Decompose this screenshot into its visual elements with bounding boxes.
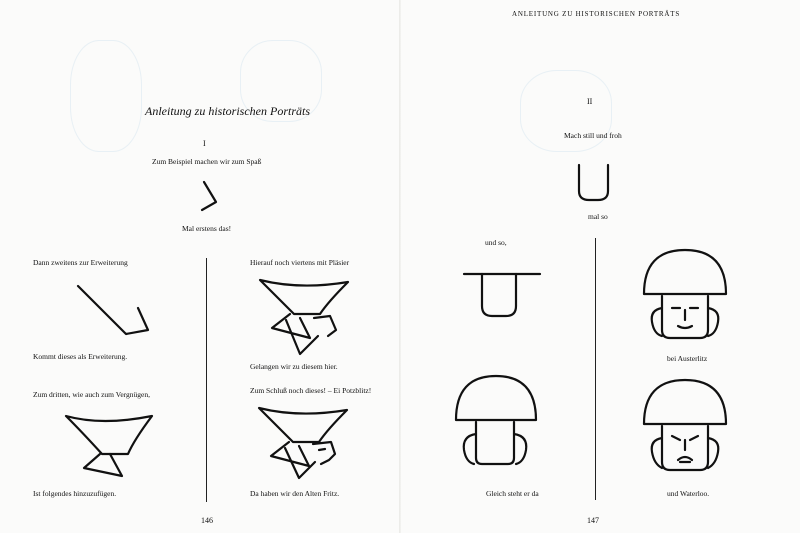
- page-number: 147: [587, 516, 599, 525]
- verse-line: Zum dritten, wie auch zum Vergnügen,: [33, 390, 150, 399]
- drawing-u-shape: [576, 163, 612, 203]
- section-number: II: [587, 97, 593, 106]
- page-title: Anleitung zu historischen Porträts: [145, 104, 310, 118]
- column-divider: [595, 238, 596, 500]
- drawing-step-5: [255, 404, 355, 482]
- drawing-napoleon-austerlitz: [640, 248, 730, 344]
- drawing-hat-dome: [450, 370, 540, 474]
- verse-line: Ist folgendes hinzuzufügen.: [33, 489, 117, 498]
- verse-line: und so,: [485, 238, 507, 247]
- drawing-step-4: [256, 276, 356, 356]
- verse-line: Mach still und froh: [564, 131, 622, 140]
- verse-line: Gelangen wir zu diesem hier.: [250, 362, 338, 371]
- running-header: ANLEITUNG ZU HISTORISCHEN PORTRÄTS: [512, 10, 681, 18]
- verse-line: Zum Schluß noch dieses! – Ei Potzblitz!: [250, 386, 372, 395]
- drawing-napoleon-waterloo: [640, 378, 730, 476]
- verse-line: Mal erstens das!: [182, 224, 232, 233]
- verse-line: Kommt dieses als Erweiterung.: [33, 352, 128, 361]
- verse-line: bei Austerlitz: [667, 354, 708, 363]
- drawing-hat-brim: [462, 268, 542, 320]
- verse-line: Dann zweitens zur Erweiterung: [33, 258, 128, 267]
- verse-line: und Waterloo.: [667, 489, 710, 498]
- page-number: 146: [201, 516, 213, 525]
- verse-line: Zum Beispiel machen wir zum Spaß: [152, 157, 262, 166]
- verse-line: Gleich steht er da: [486, 489, 539, 498]
- right-page: [400, 0, 800, 533]
- verse-line: Da haben wir den Alten Fritz.: [250, 489, 340, 498]
- drawing-step-1: [196, 180, 226, 214]
- verse-line: mal so: [588, 212, 608, 221]
- verse-line: Hierauf noch viertens mit Pläsier: [250, 258, 350, 267]
- drawing-step-2: [76, 282, 156, 340]
- section-number: I: [203, 139, 206, 148]
- drawing-step-3: [62, 410, 162, 480]
- column-divider: [206, 258, 207, 502]
- faint-background-sketch: [70, 40, 142, 152]
